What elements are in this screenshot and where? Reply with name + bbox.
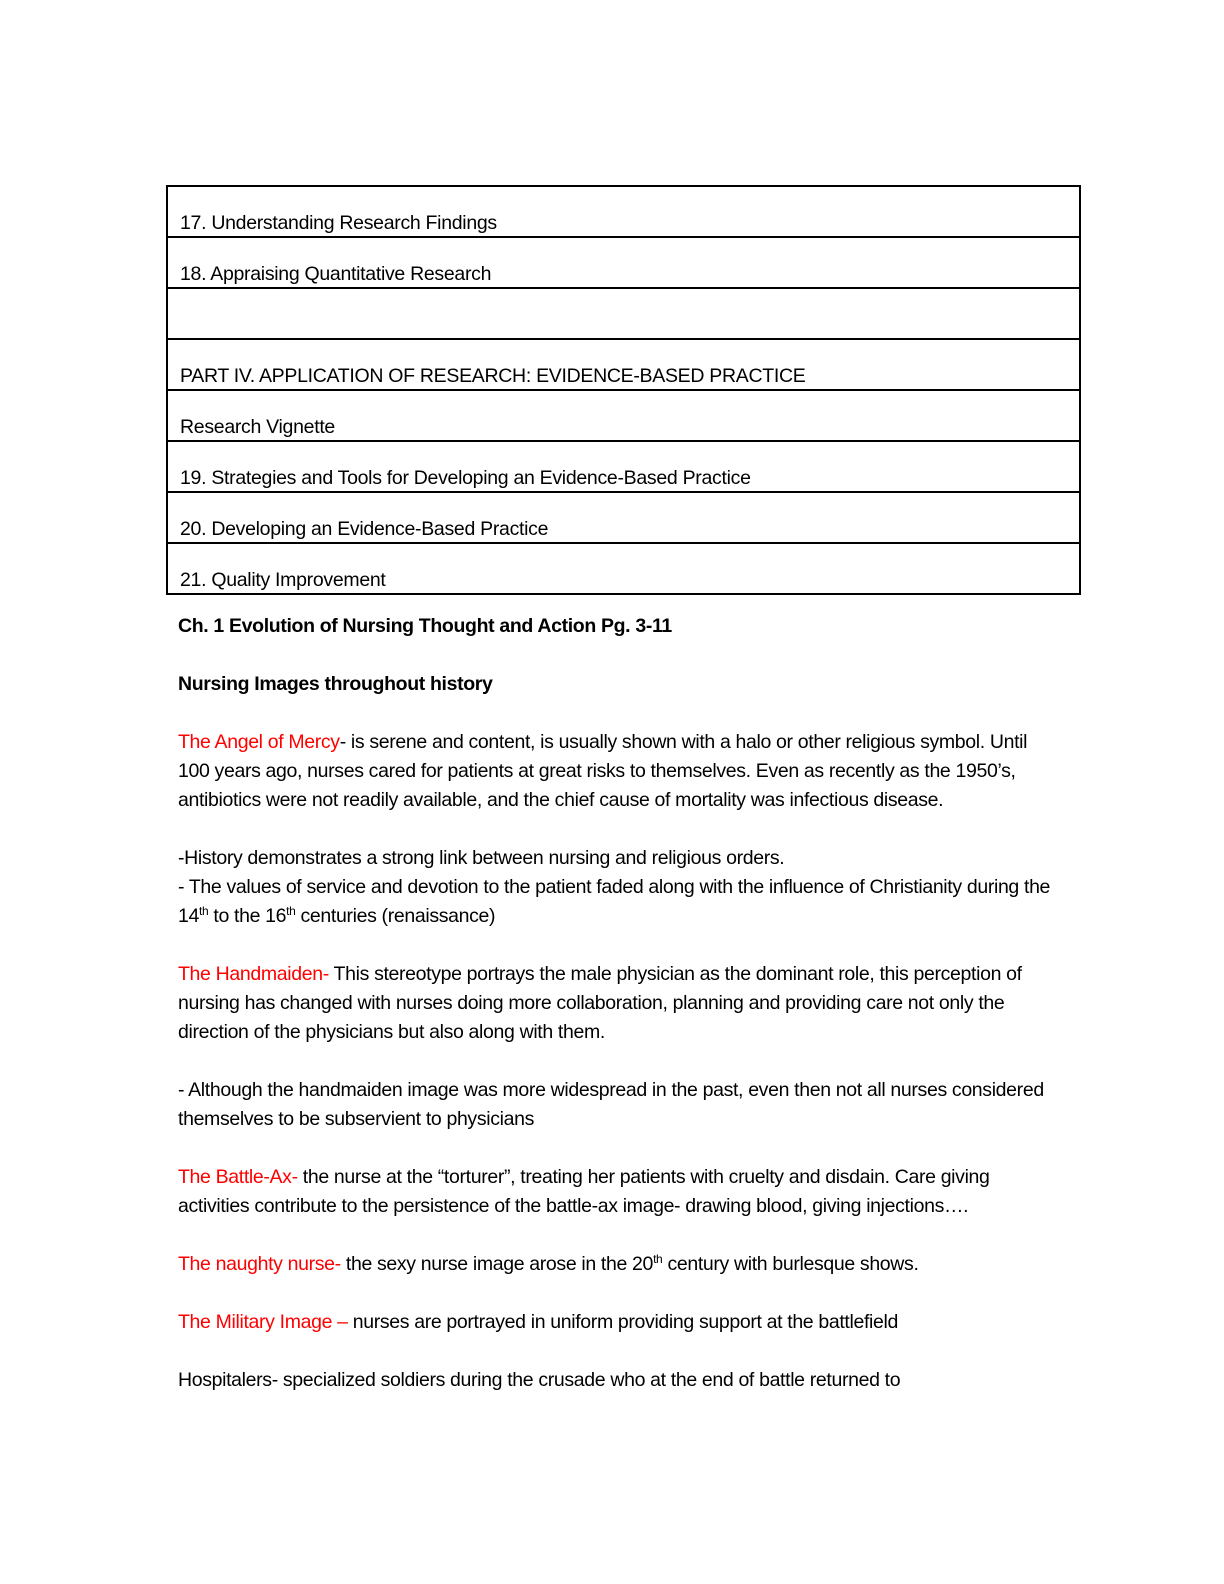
naughty-nurse-text-a: the sexy nurse image arose in the 20 (340, 1253, 654, 1275)
section-subtitle: Nursing Images throughout history (178, 673, 493, 695)
superscript: th (199, 904, 209, 918)
naughty-nurse-paragraph (178, 1250, 1058, 1279)
toc-row-label: 17. Understanding Research Findings (180, 212, 497, 234)
hospitalers-paragraph: Hospitalers- specialized soldiers during the crusade who at the end of battle returned to (178, 1369, 901, 1391)
history-note-2-text-b: to the 16 (208, 905, 287, 927)
toc-row-label: PART IV. APPLICATION OF RESEARCH: EVIDENCE-BASED PRACTICE (180, 365, 806, 387)
toc-row (167, 492, 1080, 543)
toc-row (167, 441, 1080, 492)
toc-row (167, 237, 1080, 288)
term-handmaiden: The Handmaiden- (178, 963, 329, 985)
superscript: th (286, 904, 296, 918)
toc-row-empty (167, 288, 1080, 339)
toc-row-label: Research Vignette (180, 416, 335, 438)
handmaiden-note: - Although the handmaiden image was more widespread in the past, even then not all nurses considered themselves to be subservient to physicians (178, 1079, 1044, 1130)
handmaiden-text: This stereotype portrays the male physician as the dominant role, this perception of nursing has changed with nurses doing more collaboration, planning and providing care not only the direction of the physicians but also along with them. (178, 963, 1022, 1043)
term-angel-of-mercy: The Angel of Mercy (178, 731, 340, 753)
angel-of-mercy-text: - is serene and content, is usually shown with a halo or other religious symbol. Until 100 years ago, nurses cared for patients at great risks to themselves. Even as recently as the 1950’s, antibiotics were not readily available, and the chief cause of mortality was infectious disease. (178, 731, 1028, 811)
chapter-notes (178, 612, 1058, 1395)
term-battle-ax: The Battle-Ax- (178, 1166, 298, 1188)
naughty-nurse-text-b: century with burlesque shows. (662, 1253, 919, 1275)
history-note-2 (178, 873, 1058, 931)
toc-row-part-heading (167, 339, 1080, 390)
angel-of-mercy-paragraph (178, 728, 1058, 815)
history-note-2-text-a: - The values of service and devotion to the patient faded along with the influence of Christianity during the 14 (178, 876, 1051, 927)
history-note-2-text-c: centuries (renaissance) (295, 905, 496, 927)
battle-ax-paragraph (178, 1163, 1058, 1221)
history-note-1: -History demonstrates a strong link between nursing and religious orders. (178, 847, 785, 869)
military-image-text: nurses are portrayed in uniform providing support at the battlefield (347, 1311, 898, 1333)
toc-row-label: 20. Developing an Evidence-Based Practice (180, 518, 549, 540)
term-military-image: The Military Image – (178, 1311, 348, 1333)
handmaiden-paragraph (178, 960, 1058, 1047)
table-of-contents (166, 185, 1081, 595)
toc-row-label: 18. Appraising Quantitative Research (180, 263, 492, 285)
battle-ax-text: the nurse at the “torturer”, treating her patients with cruelty and disdain. Care giving activities contribute to the persistence of the battle-ax image- drawing blood, giving injections…. (178, 1166, 990, 1217)
toc-row (167, 543, 1080, 594)
superscript: th (653, 1252, 663, 1266)
toc-row (167, 390, 1080, 441)
military-image-paragraph (178, 1308, 1058, 1337)
toc-row-label: 19. Strategies and Tools for Developing an Evidence-Based Practice (180, 467, 751, 489)
toc-row-label: 21. Quality Improvement (180, 569, 386, 591)
chapter-title: Ch. 1 Evolution of Nursing Thought and Action Pg. 3-11 (178, 615, 672, 637)
term-naughty-nurse: The naughty nurse- (178, 1253, 341, 1275)
toc-row (167, 186, 1080, 237)
